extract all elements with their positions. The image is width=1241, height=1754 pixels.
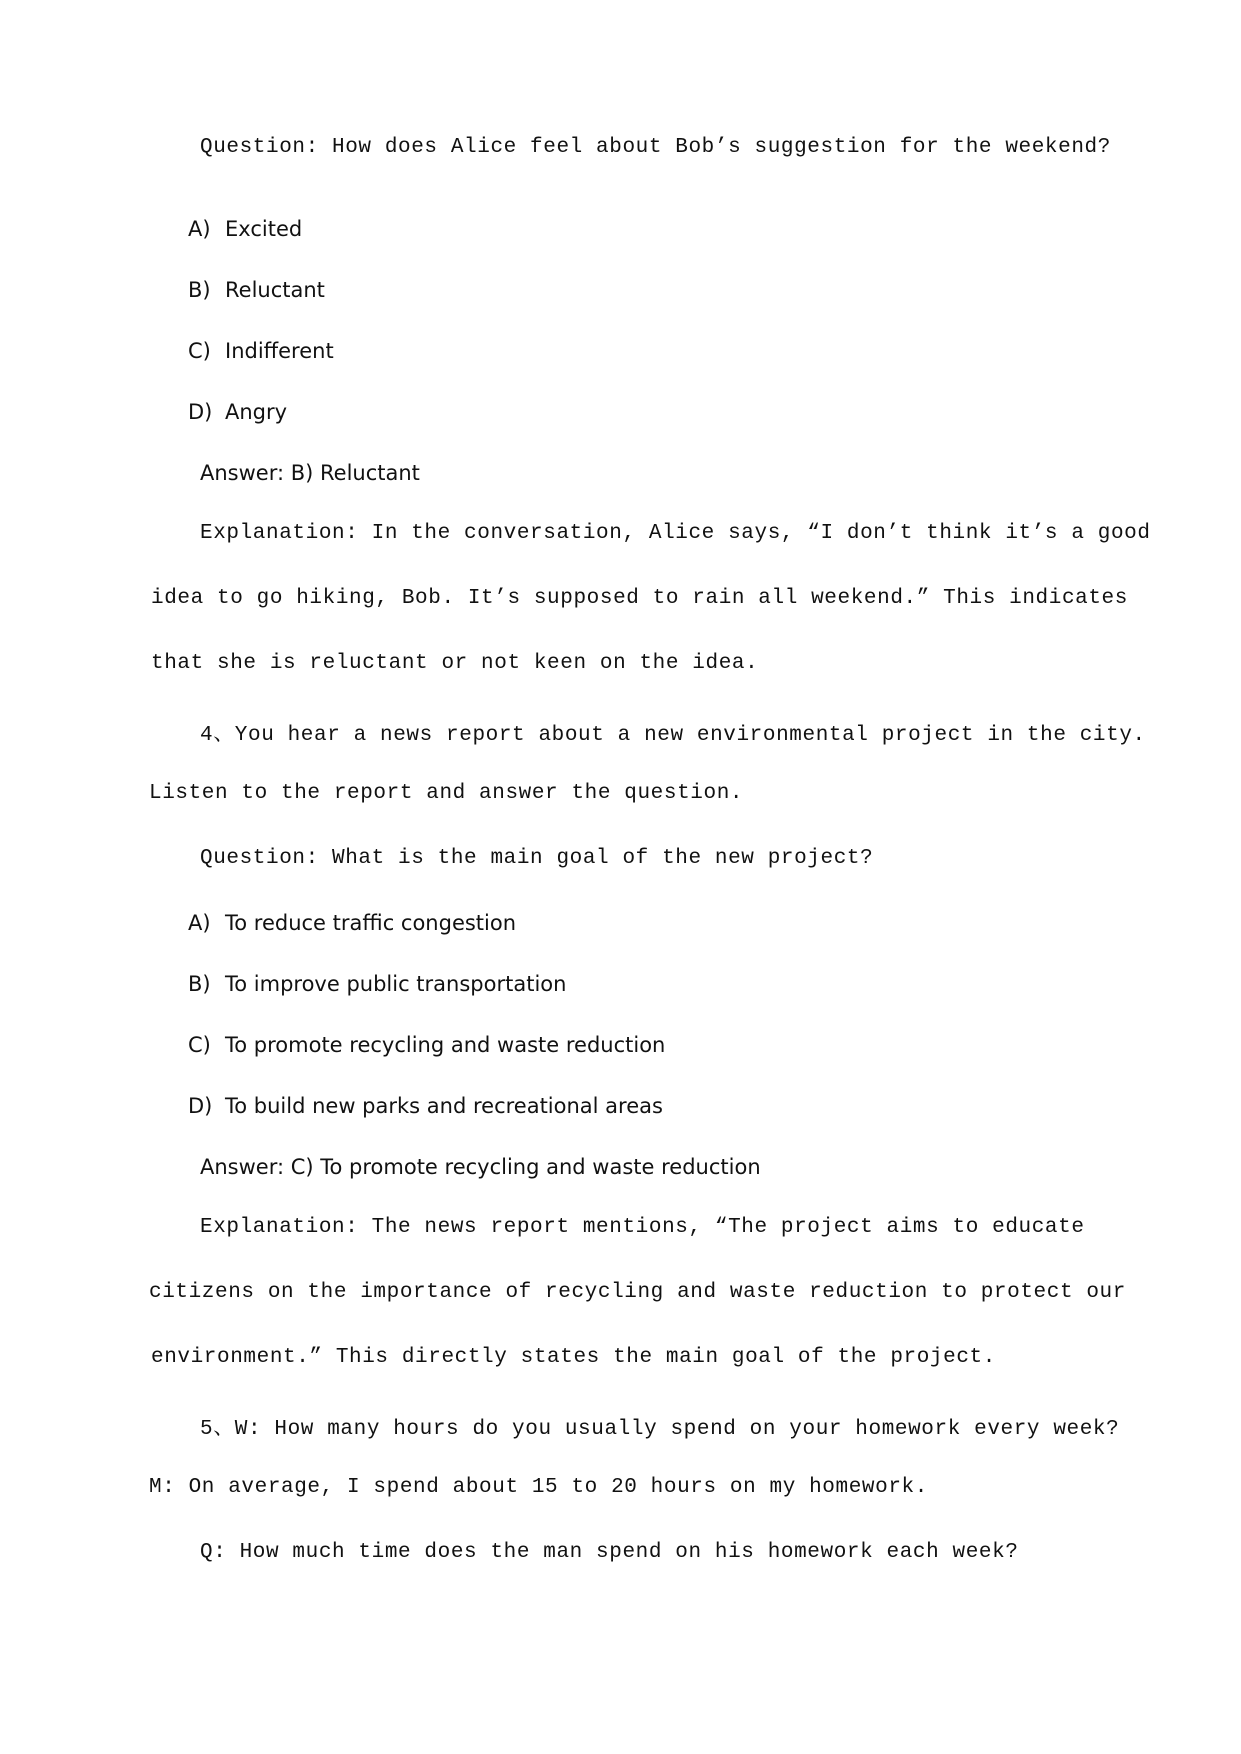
option-text: To promote recycling and waste reduction — [225, 1033, 666, 1057]
q3-explanation-line: idea to go hiking, Bob. It’s supposed to rain all weekend.” This indicates — [151, 587, 1128, 610]
option-text: Excited — [225, 217, 303, 241]
q5-dialogue-line: M: On average, I spend about 15 to 20 hours on my homework. — [149, 1476, 928, 1499]
option-text: To reduce traffic congestion — [225, 911, 517, 935]
option-letter: A) — [188, 911, 211, 935]
q5-dialogue-line: 5、W: How many hours do you usually spend on your homework every week? — [200, 1418, 1120, 1441]
q4-question: Question: What is the main goal of the new project? — [200, 847, 874, 870]
option-text: Indifferent — [225, 339, 334, 363]
q3-explanation-line: that she is reluctant or not keen on the idea. — [151, 652, 759, 675]
q4-explanation-line: environment.” This directly states the main goal of the project. — [151, 1346, 996, 1369]
option-letter: A) — [188, 217, 211, 241]
q4-intro-line: Listen to the report and answer the question. — [149, 782, 744, 805]
option-letter: B) — [188, 972, 211, 996]
option-letter: B) — [188, 278, 211, 302]
q4-explanation-line: citizens on the importance of recycling and waste reduction to protect our — [149, 1281, 1126, 1304]
option-text: Reluctant — [225, 278, 325, 302]
option-letter: D) — [188, 1094, 213, 1118]
option-text: Angry — [225, 400, 288, 424]
q3-answer: Answer: B) Reluctant — [200, 461, 420, 485]
option-text: To improve public transportation — [225, 972, 567, 996]
option-letter: D) — [188, 400, 213, 424]
q5-question: Q: How much time does the man spend on his homework each week? — [200, 1541, 1019, 1564]
q3-explanation-line: Explanation: In the conversation, Alice says, “I don’t think it’s a good — [200, 522, 1151, 545]
option-text: To build new parks and recreational areas — [225, 1094, 663, 1118]
option-letter: C) — [188, 1033, 211, 1057]
q4-explanation-line: Explanation: The news report mentions, “The project aims to educate — [200, 1216, 1085, 1239]
q4-answer: Answer: C) To promote recycling and waste reduction — [200, 1155, 761, 1179]
q4-intro-line: 4、You hear a news report about a new environmental project in the city. — [200, 724, 1146, 747]
q3-question: Question: How does Alice feel about Bob’s suggestion for the weekend? — [200, 136, 1111, 159]
option-letter: C) — [188, 339, 211, 363]
